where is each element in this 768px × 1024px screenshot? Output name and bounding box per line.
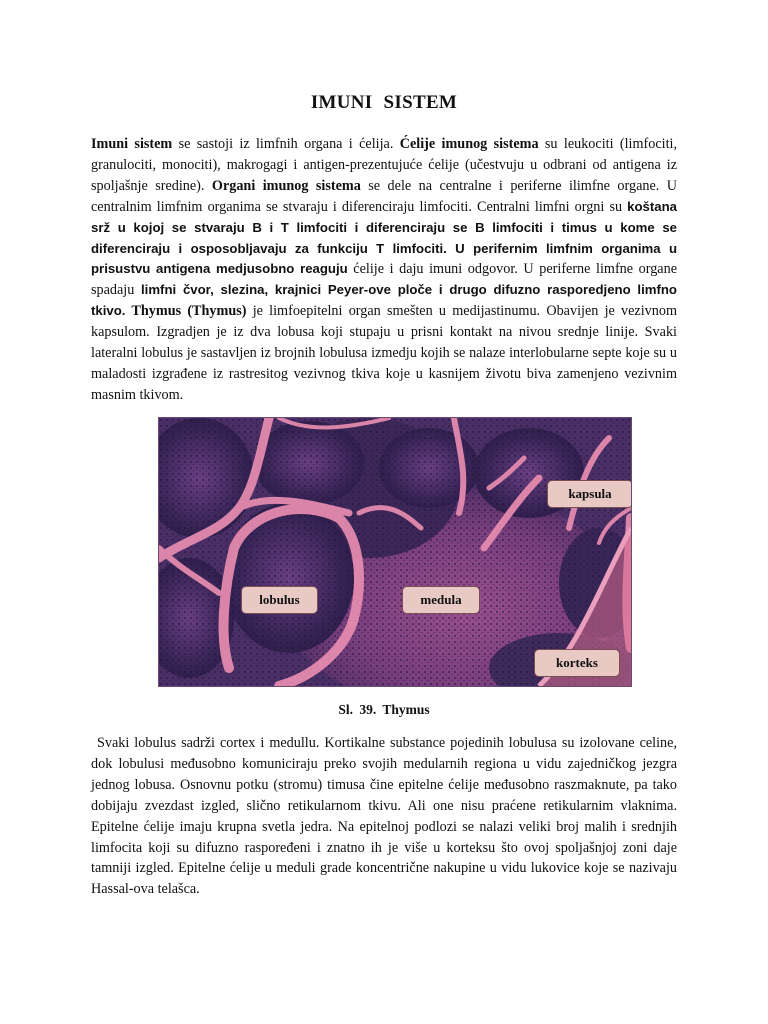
label-kapsula: kapsula [547,480,632,508]
intro-paragraph [91,134,677,406]
page-title: IMUNI SISTEM [310,92,458,113]
label-lobulus: lobulus [241,586,318,614]
term-imuni-sistem: Imuni sistem [91,136,173,152]
text-span: se sastoji iz limfnih organa i ćelija. [172,136,400,152]
thymus-micrograph [158,417,632,687]
term-celije: Ćelije imunog sistema [399,136,539,152]
term-organi: Organi imunog sistema [211,177,361,194]
term-thymus: Thymus (Thymus) [125,303,247,320]
micrograph-image [159,418,631,686]
text-span: Svaki lobulus sadrži cortex i medullu. Kortikalne substance pojedinih lobulusa su izolovane celine, dok lobulusi međusobno komuniciraju preko svojih medularnih regiona u vidu zajedničkog jezgra jednog lobusa. Osnovnu potku (stromu) timusa čine epitelne ćelije međusobno raszmaknute, pa tako dobijaju zvezdast izgled, slično retikularnom tkivu. Ali one nisu praćene retikularnim vlaknima. Epitelne ćelije imaju krupna svetla jedra. Na epitelnoj podlozi se nalazi veliki broj malih i srednjih limfocita koji su difuzno raspoređeni i znatno ih je više u korteksu što ovoj spoljašnjoj zoni daje tamniji izgled. Epitelne ćelije u meduli grade koncentrične nakupine u vidu lukovice koje se nazivaju Hassal-ova telašca. [91,735,677,898]
label-korteks: korteks [534,649,620,677]
text-span: su leukociti (limfociti, granulociti, monociti), makrogagi i antigen-prezentujuće ćelije (učestvuju u odbrani od antigena iz spoljašnje sredine). [91,136,678,194]
body-paragraph [91,733,677,900]
text-span: se dele na centralne i periferne ilimfne organe. U centralnim limfnim organima se stvaraju i diferenciraju limfociti. Centralni limfni orgni su [91,177,678,215]
figure-caption: Sl. 39. Thymus [338,702,430,717]
text-span: je limfoepitelni organ smešten u medijastinumu. Obavijen je vezivnom kapsulom. Izgradjen je iz dva lobusa koji stupaju u prisni kontakt na nivou srednje linije. Svaki lateralni lobulus je sastavljen iz brojnih lobulusa izmedju kojih se nalaze interlobularne septe koje su u maladosti izgrađene iz rastresitog vezivnog tkiva koje u kasnijem životu biva zamenjeno vezivnim masnim tkivom. [91,303,677,403]
label-medula: medula [402,586,480,614]
text-span-bold-sans: koštana srž u kojoj se stvaraju B i T limfociti i diferenciraju se B limfociti i timus u kome se diferenciraju i osposobljavaju za funkciju T limfociti. U perifernim limfnim organima u prisustvu antigena medjusobno reaguju [91,198,677,277]
text-span-bold-sans: limfni čvor, slezina, krajnici Peyer-ove ploče i drugo difuzno rasporedjeno limfno tkivo. [91,282,677,319]
text-span: ćelije i daju imuni odgovor. U periferne limfne organe spadaju [91,261,677,299]
